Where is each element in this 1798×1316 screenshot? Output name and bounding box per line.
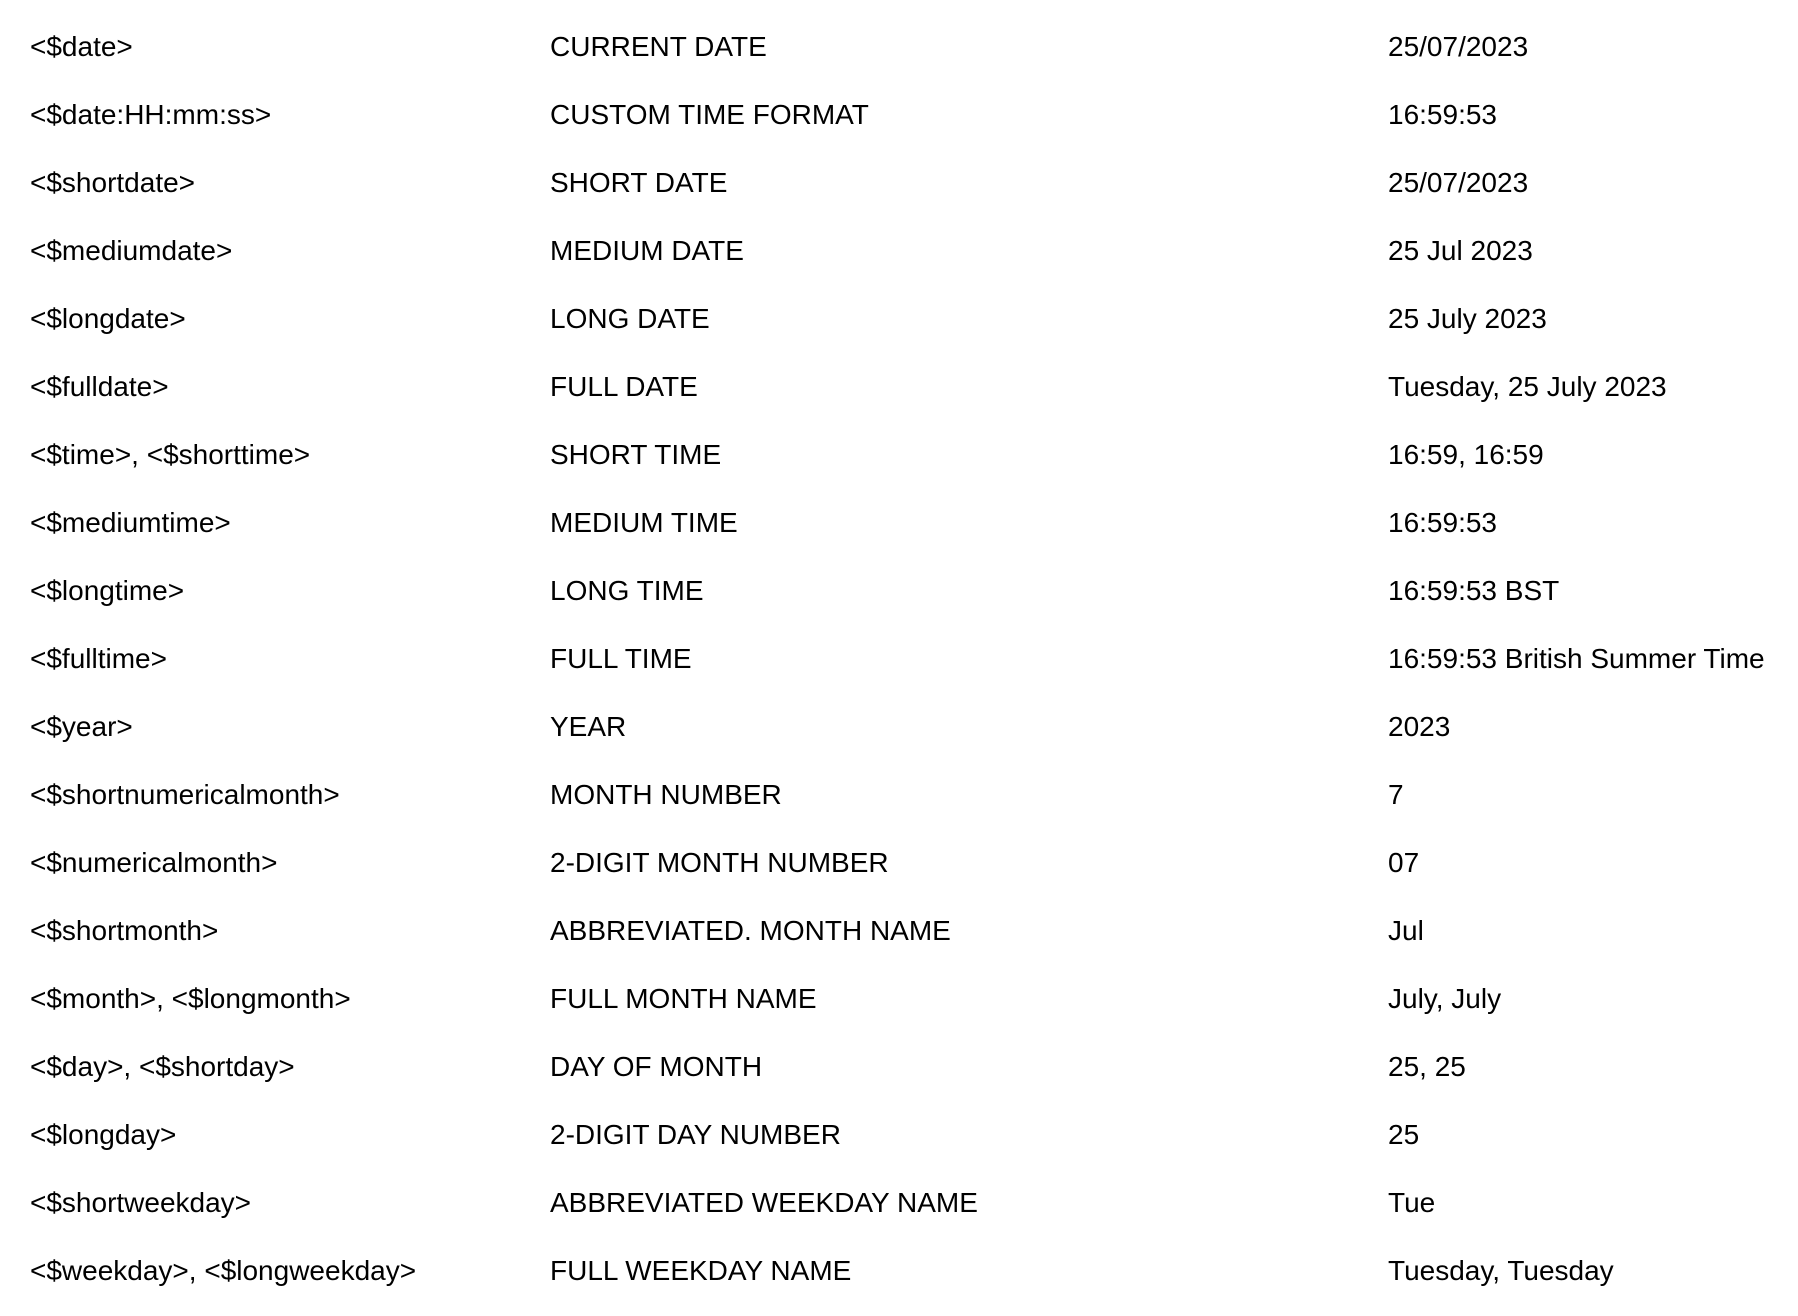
table-row: [30, 17, 1770, 85]
description-cell: MEDIUM TIME: [550, 507, 738, 538]
tag-cell: <$shortdate>: [30, 167, 196, 198]
description-cell: ABBREVIATED. MONTH NAME: [550, 915, 951, 946]
example-cell: 25/07/2023: [1388, 167, 1529, 198]
table-row: [30, 1037, 1770, 1105]
description-cell: DAY OF MONTH: [550, 1051, 763, 1082]
tag-cell: <$year>: [30, 711, 133, 742]
description-cell: 2-DIGIT DAY NUMBER: [550, 1119, 841, 1150]
example-cell: 25/07/2023: [1388, 31, 1529, 62]
tag-cell: <$fulltime>: [30, 643, 167, 674]
table-row: [30, 289, 1770, 357]
description-cell: CUSTOM TIME FORMAT: [550, 99, 869, 130]
example-cell: 16:59:53 BST: [1388, 575, 1560, 606]
example-cell: 25 July 2023: [1388, 303, 1547, 334]
table-row: [30, 561, 1770, 629]
example-cell: Tuesday, 25 July 2023: [1388, 371, 1667, 402]
description-cell: FULL MONTH NAME: [550, 983, 817, 1014]
tag-cell: <$fulldate>: [30, 371, 169, 402]
tag-cell: <$time>, <$shorttime>: [30, 439, 311, 470]
description-cell: MEDIUM DATE: [550, 235, 744, 266]
example-cell: 25, 25: [1388, 1051, 1466, 1082]
table-row: [30, 833, 1770, 901]
tag-cell: <$mediumtime>: [30, 507, 231, 538]
description-cell: 2-DIGIT MONTH NUMBER: [550, 847, 889, 878]
description-cell: LONG TIME: [550, 575, 704, 606]
table-row: [30, 901, 1770, 969]
tag-cell: <$longtime>: [30, 575, 185, 606]
table-row: [30, 425, 1770, 493]
example-cell: 25 Jul 2023: [1388, 235, 1533, 266]
description-cell: FULL TIME: [550, 643, 692, 674]
table-row: [30, 357, 1770, 425]
example-cell: July, July: [1388, 983, 1502, 1014]
table-row: [30, 221, 1770, 289]
example-cell: 7: [1388, 779, 1404, 810]
tag-cell: <$day>, <$shortday>: [30, 1051, 295, 1082]
example-cell: Tue: [1388, 1187, 1436, 1218]
table-row: [30, 153, 1770, 221]
example-cell: 25: [1388, 1119, 1420, 1150]
tag-cell: <$mediumdate>: [30, 235, 233, 266]
table-row: [30, 1241, 1770, 1309]
example-cell: Jul: [1388, 915, 1424, 946]
table-row: [30, 493, 1770, 561]
table-row: [30, 629, 1770, 697]
description-cell: SHORT DATE: [550, 167, 728, 198]
description-cell: LONG DATE: [550, 303, 710, 334]
example-cell: 16:59:53 British Summer Time: [1388, 643, 1765, 674]
description-cell: CURRENT DATE: [550, 31, 767, 62]
tag-cell: <$month>, <$longmonth>: [30, 983, 351, 1014]
example-cell: 16:59:53: [1388, 99, 1497, 130]
table-row: [30, 969, 1770, 1037]
tag-cell: <$shortmonth>: [30, 915, 219, 946]
example-cell: 07: [1388, 847, 1420, 878]
table-row: [30, 1105, 1770, 1173]
table-row: [30, 765, 1770, 833]
tag-cell: <$longdate>: [30, 303, 186, 334]
description-cell: YEAR: [550, 711, 627, 742]
table-row: [30, 1173, 1770, 1241]
example-cell: 16:59, 16:59: [1388, 439, 1544, 470]
description-cell: FULL WEEKDAY NAME: [550, 1255, 852, 1286]
date-tag-reference-table: [30, 17, 1770, 1309]
tag-cell: <$date>: [30, 31, 133, 62]
tag-cell: <$longday>: [30, 1119, 177, 1150]
example-cell: 16:59:53: [1388, 507, 1497, 538]
tag-cell: <$shortnumericalmonth>: [30, 779, 340, 810]
description-cell: SHORT TIME: [550, 439, 722, 470]
tag-cell: <$shortweekday>: [30, 1187, 252, 1218]
description-cell: FULL DATE: [550, 371, 698, 402]
table-row: [30, 697, 1770, 765]
description-cell: MONTH NUMBER: [550, 779, 782, 810]
description-cell: ABBREVIATED WEEKDAY NAME: [550, 1187, 978, 1218]
tag-cell: <$numericalmonth>: [30, 847, 278, 878]
tag-cell: <$date:HH:mm:ss>: [30, 99, 272, 130]
example-cell: 2023: [1388, 711, 1451, 742]
example-cell: Tuesday, Tuesday: [1388, 1255, 1614, 1286]
table-row: [30, 85, 1770, 153]
tag-cell: <$weekday>, <$longweekday>: [30, 1255, 417, 1286]
